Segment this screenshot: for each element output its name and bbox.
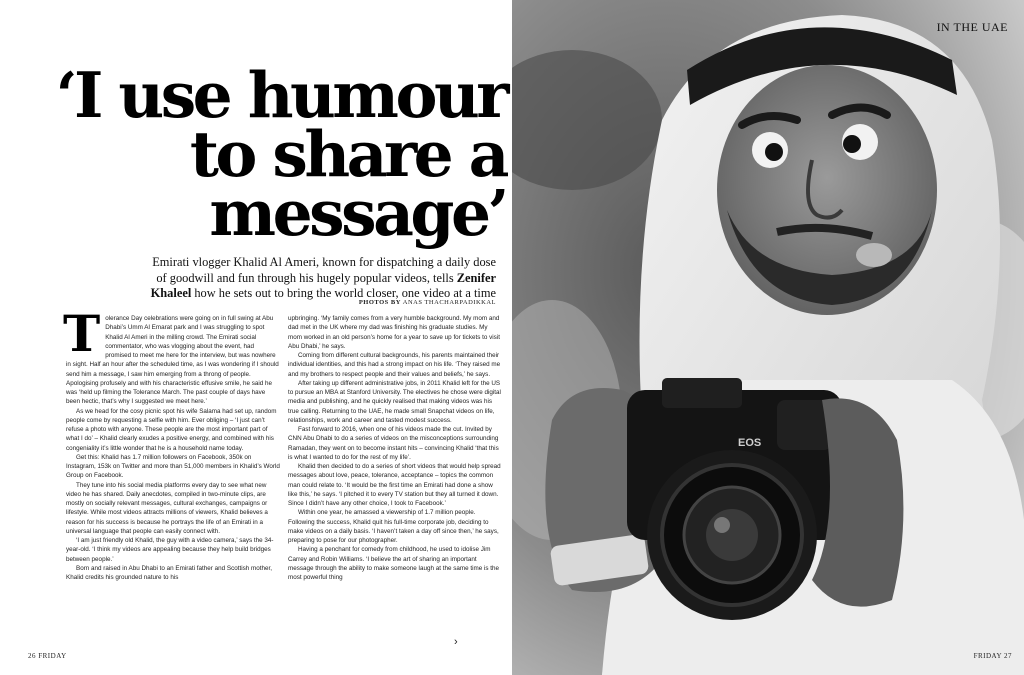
photo-credit-name: ANAS THACHARPADIKKAL: [402, 299, 496, 306]
headline-line: ‘I use humour: [55, 58, 506, 132]
page-number: 26: [28, 652, 36, 660]
body-paragraph: Get this: Khalid has 1.7 million followers on Facebook, 350k on Instagram, 153k on Twitter and more than 51,000 members in Khalid’s World Group on Facebook.: [66, 453, 280, 480]
body-paragraph: They tune into his social media platforms every day to see what new video he has shared. Daily anecdotes, compiled in two-minute clips, are mostly on socially relevant messages, cultural exchanges, campaigns or lifestyle. While most videos attracts millions of viewers, Khalid believes a reason for his success is because he portrays the life of an Emirati in a universal language that people can easily connect with.: [66, 481, 268, 535]
body-column-2: [288, 314, 502, 582]
section-tag: IN THE UAE: [936, 20, 1008, 34]
body-paragraph: ‘I am just friendly old Khalid, the guy with a video camera,’ says the 34-year-old. ‘I think my videos are appealing because they help build bridges between people.’: [66, 537, 274, 563]
body-paragraph: As we head for the cosy picnic spot his wife Salama had set up, random people come by requesting a selfie with him. Ever obliging – ‘I just can’t refuse a photo with anyone. These people are the most important part of what I do’ – Khalid clearly exudes a positive energy, and combined with his congeniality it’s little wonder that he is a household name today.: [66, 407, 277, 452]
headline-line: to share a: [189, 117, 506, 191]
photo-credit: [359, 299, 496, 306]
standfirst-text: how he sets out to bring the world closer, one video at a time: [191, 286, 496, 300]
magazine-name: FRIDAY: [973, 652, 1002, 660]
body-paragraph: Within one year, he amassed a viewership of 1.7 million people. Following the success, Khalid quit his full-time corporate job, deciding to make videos on a daily basis. ‘I haven’t taken a day off since then,’ he says, preparing to pose for our photographer.: [288, 509, 499, 544]
headline-line: message’: [209, 176, 506, 250]
page-number: 27: [1004, 652, 1012, 660]
body-paragraph: After taking up different administrative jobs, in 2011 Khalid left for the US to pursue an MBA at Stanford University. The electives he chose were digital media and publishing, and he quickly realised that making videos was his true calling. Returning to the UAE, he made small Snapchat videos on life, relationships, work and career and tasted modest success.: [288, 379, 501, 424]
standfirst-text: Emirati vlogger Khalid Al Ameri, known for dispatching a daily dose of goodwill and fun through his hugely popular videos, tells: [152, 255, 496, 285]
body-paragraph: [63, 304, 280, 407]
right-page: [512, 0, 1024, 675]
camera-brand: EOS: [738, 437, 762, 449]
folio-left: [28, 652, 67, 660]
portrait-photo: [512, 0, 1024, 675]
photo-credit-label: PHOTOS BY: [358, 299, 401, 306]
body-column-1: [63, 304, 280, 582]
dropcap: T: [63, 304, 101, 363]
body-paragraph: Coming from different cultural backgrounds, his parents maintained their individual identities, and this had a strong impact on his life. ‘They raised me and my brothers to respect people and their values and beliefs,’ he says.: [288, 352, 501, 378]
body-paragraph: Having a penchant for comedy from childhood, he used to idolise Jim Carrey and Robin Williams. ‘I believe the art of sharing an important message through the ability to make someone laugh at the same time is the most powerful thing: [288, 546, 500, 581]
body-paragraph: Khalid then decided to do a series of short videos that would help spread messages about love, peace, tolerance, acceptance – topics the common man could relate to. ‘It would be the first time an Emirati had done a show like this,’ he says. ‘I pitched it to every TV station but they all turned it down. Since I didn’t have any other choice, I took to Facebook.’: [288, 463, 501, 507]
author-name: Zenifer Khaleel: [150, 270, 496, 300]
standfirst: [140, 255, 496, 302]
body-paragraph: Born and raised in Abu Dhabi to an Emirati father and Scottish mother, Khalid credits his grounded nature to his: [66, 564, 273, 581]
headline: [36, 58, 506, 250]
continue-arrow-icon: ›: [454, 636, 458, 648]
folio-right: [974, 652, 1012, 660]
magazine-name: FRIDAY: [38, 652, 67, 660]
body-paragraph: upbringing. ‘My family comes from a very humble background. My mom and dad met in the UK where my dad was finishing his graduate studies. My mom worked in an old person’s home for a year to save up for tickets to visit Abu Dhabi,’ he says.: [288, 315, 500, 350]
body-paragraph: Fast forward to 2016, when one of his videos made the cut. Invited by CNN Abu Dhabi to do a series of videos on the misconceptions surrounding Ramadan, they went on to become instant hits – convincing Khalid ‘that this is what I wanted to do for the rest of my life’.: [288, 426, 499, 461]
body-paragraph-text: olerance Day celebrations were going on in full swing at Abu Dhabi’s Umm Al Emarat park and I was struggling to spot Khalid Al Ameri in the milling crowd. The Emirati social commentator, who was vlogging about the event, had promised to meet me here for the interview, but was nowhere in sight. Half an hour after the scheduled time, as I was wondering if I should send him a message, I saw him emerging from a throng of people. Apologising profusely and with his characteristic effusive smile, he said he was ‘held up filming the Tolerance March. The past couple of days have been hectic, that’s why I suggested we meet here.’: [66, 315, 279, 406]
